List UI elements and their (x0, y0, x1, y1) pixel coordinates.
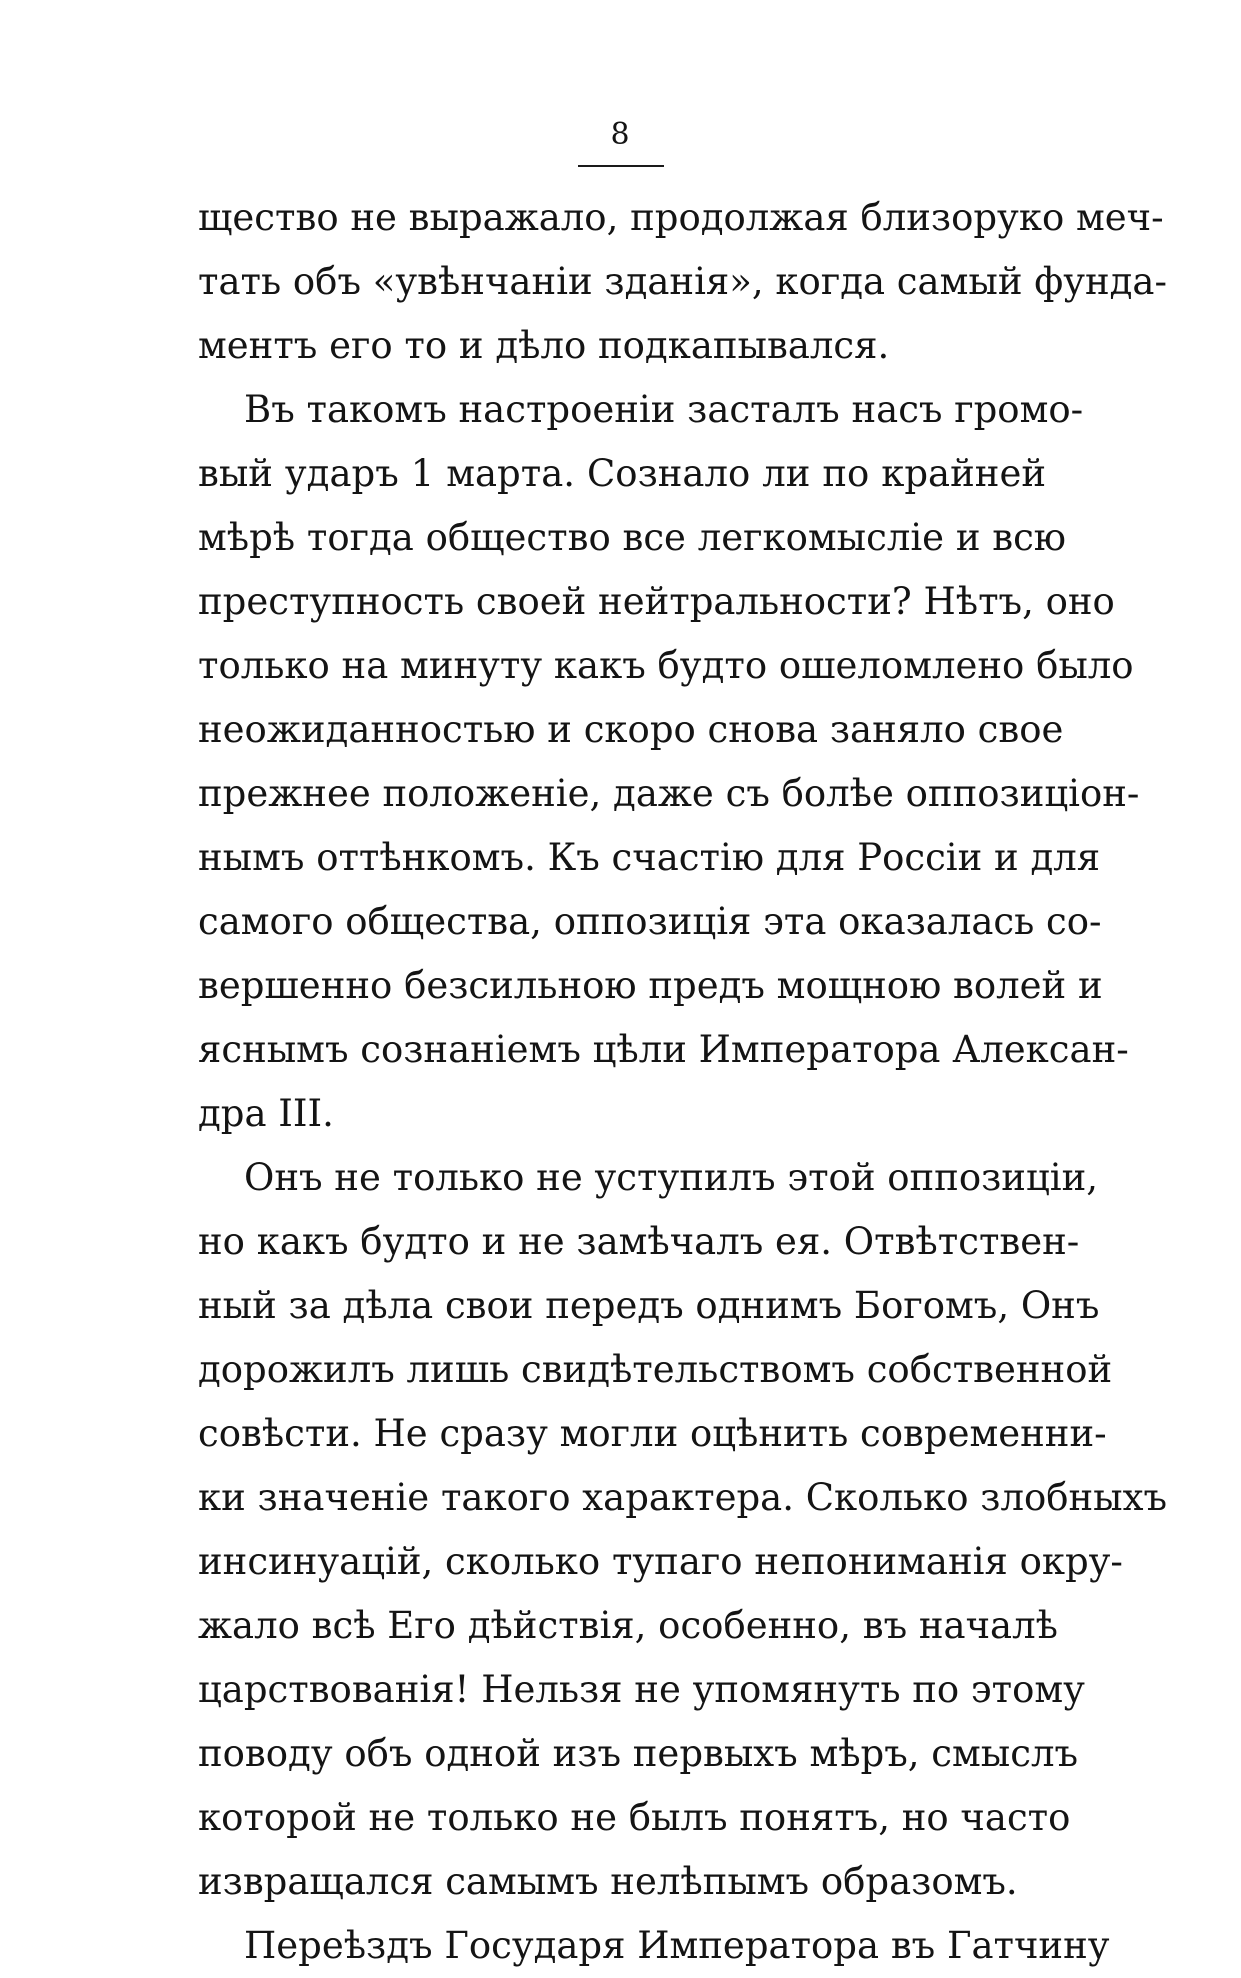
text-line: нымъ оттѣнкомъ. Къ счастію для Россіи и для (198, 836, 1101, 879)
paragraph-1 (198, 186, 1167, 378)
paragraph-2 (198, 378, 1140, 1146)
text-line: яснымъ сознаніемъ цѣли Императора Алексан- (198, 1028, 1129, 1071)
text-line: только на минуту какъ будто ошеломлено было (198, 644, 1134, 687)
text-line: совѣсти. Не сразу могли оцѣнить современни- (198, 1412, 1107, 1455)
text-line: извращался самымъ нелѣпымъ образомъ. (198, 1860, 1018, 1903)
text-line: дорожилъ лишь свидѣтельствомъ собственной (198, 1348, 1113, 1391)
text-line: поводу объ одной изъ первыхъ мѣръ, смыслъ (198, 1732, 1079, 1775)
text-line: самого общества, оппозиція эта оказалась со- (198, 900, 1102, 943)
text-line: инсинуацій, сколько тупаго непониманія окру- (198, 1540, 1123, 1583)
text-line: жало всѣ Его дѣйствія, особенно, въ началѣ (198, 1604, 1058, 1647)
header-rule (578, 165, 664, 167)
text-line: ки значеніе такого характера. Сколько злобныхъ (198, 1476, 1168, 1519)
text-line: Въ такомъ настроеніи засталъ насъ громо- (244, 388, 1084, 431)
text-line: но какъ будто и не замѣчалъ ея. Отвѣтствен- (198, 1220, 1080, 1263)
text-line: мѣрѣ тогда общество все легкомысліе и всю (198, 516, 1067, 559)
text-line: вершенно безсильною предъ мощною волей и (198, 964, 1103, 1007)
text-line: неожиданностью и скоро снова заняло свое (198, 708, 1064, 751)
text-line: Онъ не только не уступилъ этой оппозиціи, (244, 1156, 1098, 1199)
text-line: ментъ его то и дѣло подкапывался. (198, 324, 890, 367)
text-line: Переѣздъ Государя Императора въ Гатчину (244, 1924, 1110, 1967)
text-line: дра III. (198, 1092, 334, 1135)
text-line: щество не выражало, продолжая близоруко меч- (198, 196, 1164, 239)
text-line: прежнее положеніе, даже съ болѣе оппозиціон- (198, 772, 1140, 815)
text-line: вый ударъ 1 марта. Сознало ли по крайней (198, 452, 1046, 495)
text-line: ный за дѣла свои передъ однимъ Богомъ, Онъ (198, 1284, 1100, 1327)
body-text (198, 186, 1168, 1978)
text-line: преступность своей нейтральности? Нѣтъ, оно (198, 580, 1115, 623)
text-line: тать объ «увѣнчаніи зданія», когда самый фунда- (198, 260, 1167, 303)
text-line: которой не только не былъ понятъ, но часто (198, 1796, 1071, 1839)
paragraph-4 (198, 1914, 1110, 1978)
text-line: царствованія! Нельзя не упомянуть по этому (198, 1668, 1085, 1711)
paragraph-3 (198, 1146, 1168, 1914)
page-number: 8 (610, 117, 631, 152)
